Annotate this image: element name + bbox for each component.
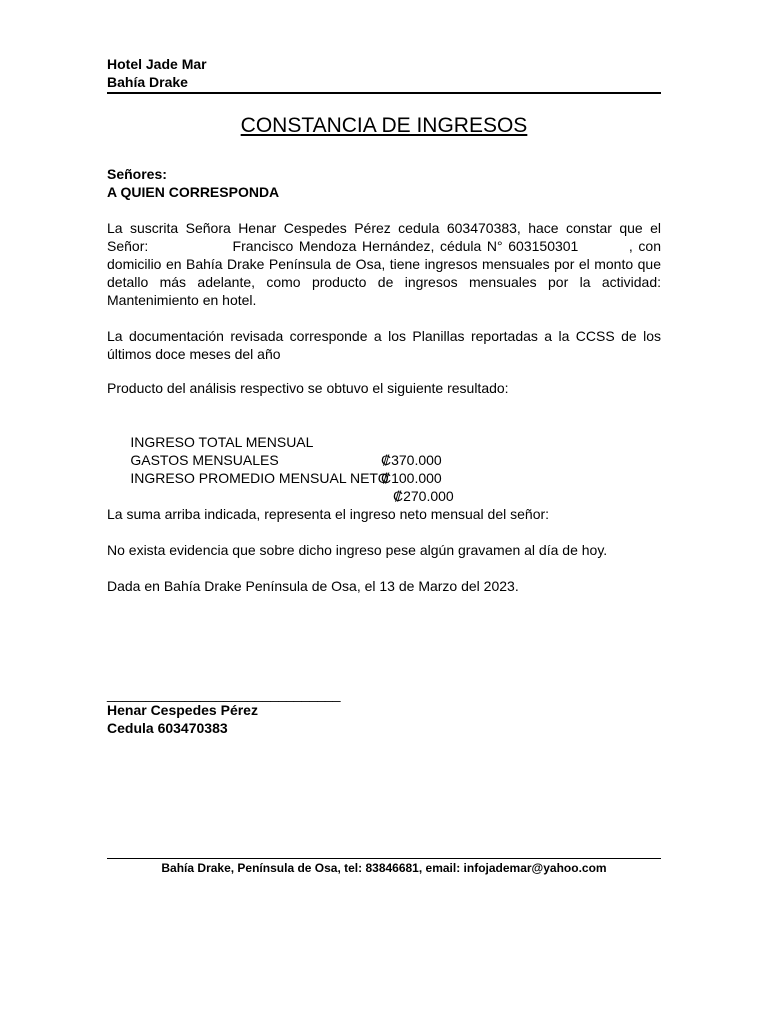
paragraph-declaration (107, 219, 669, 309)
signature-line: ______________________________ (107, 686, 341, 702)
letterhead (107, 55, 661, 94)
income-label: INGRESO PROMEDIO MENSUAL NETO (130, 470, 389, 486)
footer-divider (107, 848, 661, 859)
income-amount: ₡100.000 (381, 470, 442, 486)
footer-contact: Bahía Drake, Península de Osa, tel: 83846681, email: infojademar@yahoo.com (161, 861, 607, 875)
document-title: CONSTANCIA DE INGRESOS (240, 114, 528, 137)
signer-id: Cedula 603470383 (107, 720, 228, 736)
income-amount: ₡370.000 (381, 452, 442, 468)
paragraph-documentation: La documentación revisada corresponde a los Planillas reportadas a la CCSS de los últimos doce meses del año (107, 328, 661, 362)
hotel-name: Hotel Jade Mar (107, 56, 207, 72)
paragraph-date: Dada en Bahía Drake Península de Osa, el 13 de Marzo del 2023. (107, 578, 519, 594)
salutation-line-2: A QUIEN CORRESPONDA (107, 184, 280, 200)
paragraph-declaration-line-1: La suscrita Señora Henar Cespedes Pérez cedula 603470383, hace constar que el (107, 220, 661, 236)
income-label: GASTOS MENSUALES (130, 452, 279, 468)
hotel-location: Bahía Drake (107, 74, 188, 90)
salutation-line-1: Señores: (107, 166, 167, 182)
income-summary (107, 415, 454, 504)
paragraph-net-income: La suma arriba indicada, representa el ingreso neto mensual del señor: (107, 506, 550, 522)
paragraph-no-lien: No exista evidencia que sobre dicho ingreso pese algún gravamen al día de hoy. (107, 542, 608, 558)
income-label: INGRESO TOTAL MENSUAL (130, 434, 314, 450)
signer-name: Henar Cespedes Pérez (107, 702, 258, 718)
salutation (107, 165, 279, 201)
income-amount: ₡270.000 (393, 488, 454, 504)
paragraph-declaration-rest: Señor: Francisco Mendoza Hernández, cédula N° 603150301 , con domicilio en Bahía Drake Península de Osa, tiene ingresos mensuales por el monto que detallo más adelante, como producto de ingresos mensuales por la actividad: Mantenimiento en hotel. (107, 238, 669, 308)
paragraph-analysis: Producto del análisis respectivo se obtuvo el siguiente resultado: (107, 380, 509, 396)
